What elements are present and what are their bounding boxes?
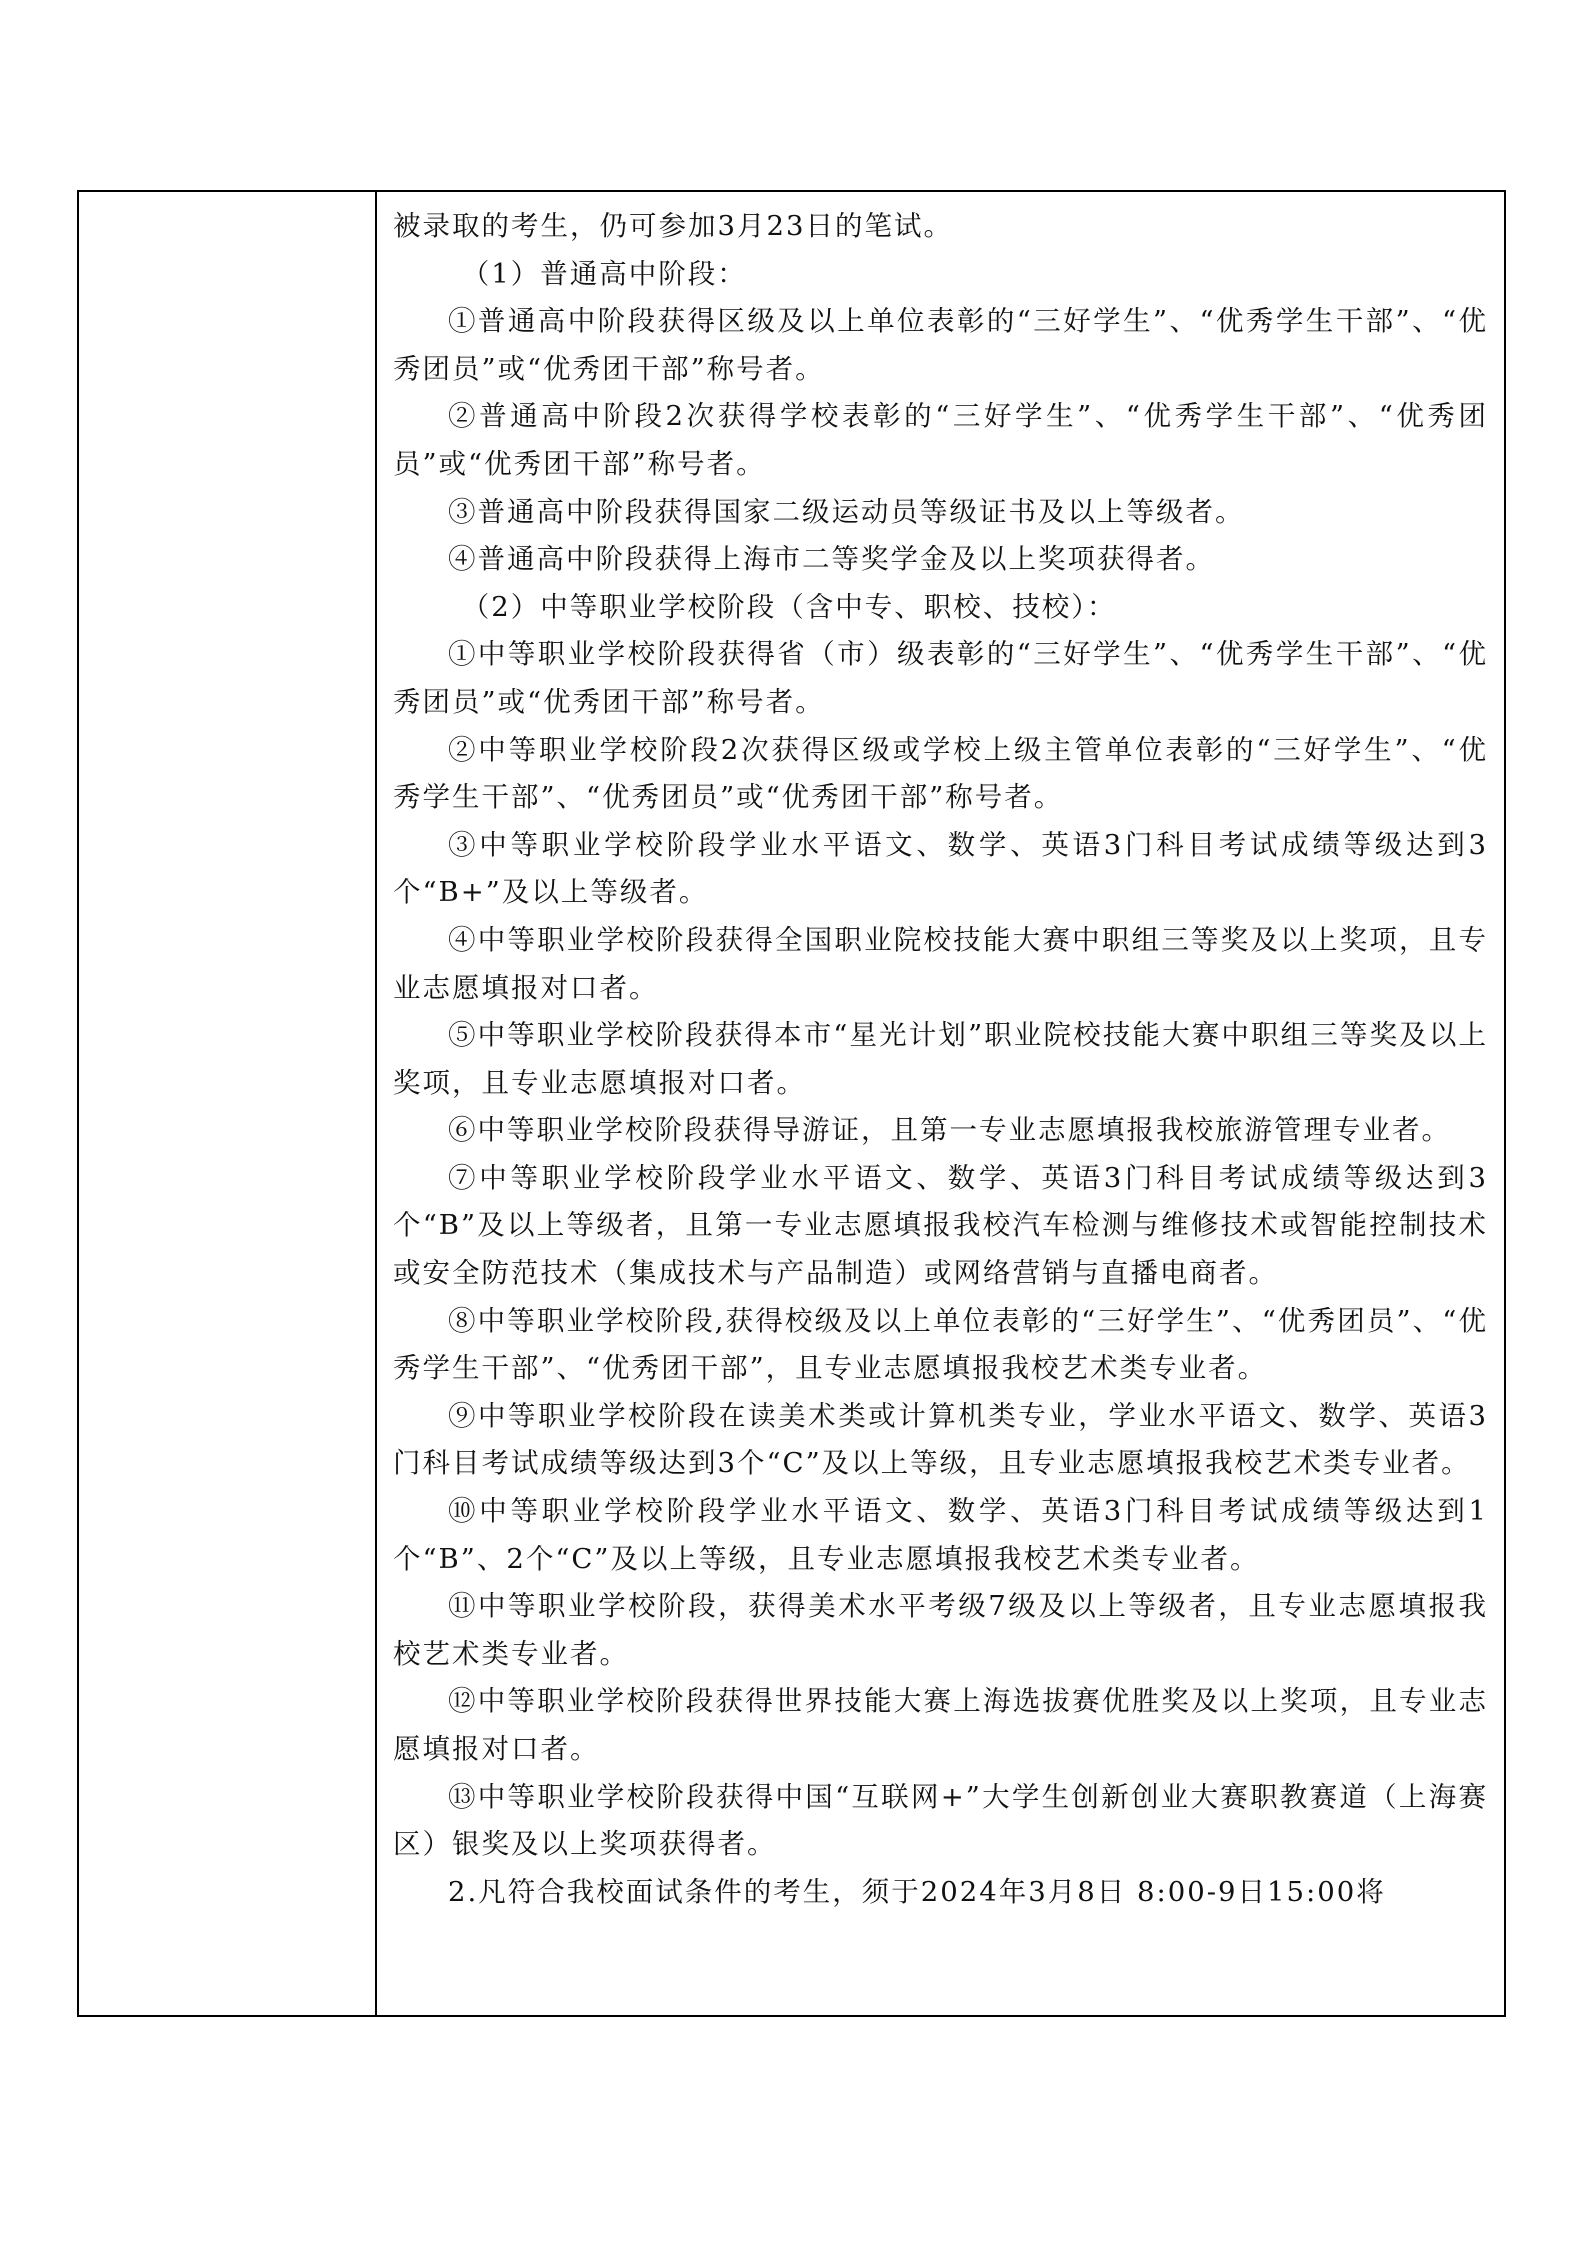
section-heading: （1）普通高中阶段： [461,257,747,290]
paragraph: ⑫中等职业学校阶段获得世界技能大赛上海选拔赛优胜奖及以上奖项，且专业志愿填报对口者。 [393,1685,1488,1765]
paragraph: ⑪中等职业学校阶段，获得美术水平考级7级及以上等级者，且专业志愿填报我校艺术类专业者。 [393,1590,1488,1670]
paragraph: ⑬中等职业学校阶段获得中国“互联网+”大学生创新创业大赛职教赛道（上海赛区）银奖及以上奖项获得者。 [393,1780,1488,1861]
paragraph: ⑤中等职业学校阶段获得本市“星光计划”职业院校技能大赛中职组三等奖及以上奖项，且专业志愿填报对口者。 [393,1019,1488,1099]
paragraph: ③中等职业学校阶段学业水平语文、数学、英语3门科目考试成绩等级达到3个“B+”及以上等级者。 [393,828,1488,909]
paragraph: ②普通高中阶段2次获得学校表彰的“三好学生”、“优秀学生干部”、“优秀团员”或“优秀团干部”称号者。 [393,400,1488,480]
paragraph: ①普通高中阶段获得区级及以上单位表彰的“三好学生”、“优秀学生干部”、“优秀团员”或“优秀团干部”称号者。 [393,305,1488,385]
right-content-cell [379,192,1504,2015]
paragraph: ⑥中等职业学校阶段获得导游证，且第一专业志愿填报我校旅游管理专业者。 [448,1114,1451,1147]
paragraph: ⑦中等职业学校阶段学业水平语文、数学、英语3门科目考试成绩等级达到3个“B”及以上等级者，且第一专业志愿填报我校汽车检测与维修技术或智能控制技术或安全防范技术（集成技术与产品制造）或网络营销与直播电商者。 [393,1161,1488,1290]
paragraph: ⑩中等职业学校阶段学业水平语文、数学、英语3门科目考试成绩等级达到1个“B”、2个“C”及以上等级，且专业志愿填报我校艺术类专业者。 [393,1495,1488,1575]
paragraph: ④普通高中阶段获得上海市二等奖学金及以上奖项获得者。 [448,543,1215,576]
section-heading: （2）中等职业学校阶段（含中专、职校、技校）： [461,590,1117,623]
paragraph: 被录取的考生，仍可参加3月23日的笔试。 [393,210,953,242]
left-label-cell [79,192,377,2015]
paragraph: ③普通高中阶段获得国家二级运动员等级证书及以上等级者。 [448,495,1245,528]
paragraph: ①中等职业学校阶段获得省（市）级表彰的“三好学生”、“优秀学生干部”、“优秀团员”或“优秀团干部”称号者。 [393,638,1488,718]
paragraph: ⑧中等职业学校阶段,获得校级及以上单位表彰的“三好学生”、“优秀团员”、“优秀学生干部”、“优秀团干部”，且专业志愿填报我校艺术类专业者。 [393,1304,1488,1385]
content-table [77,190,1506,2017]
paragraph: ④中等职业学校阶段获得全国职业院校技能大赛中职组三等奖及以上奖项，且专业志愿填报对口者。 [393,923,1488,1004]
paragraph: ⑨中等职业学校阶段在读美术类或计算机类专业，学业水平语文、数学、英语3门科目考试成绩等级达到3个“C”及以上等级，且专业志愿填报我校艺术类专业者。 [393,1399,1488,1480]
paragraph: 2.凡符合我校面试条件的考生，须于2024年3月8日 8:00-9日15:00将 [448,1875,1386,1908]
paragraph: ②中等职业学校阶段2次获得区级或学校上级主管单位表彰的“三好学生”、“优秀学生干部”、“优秀团员”或“优秀团干部”称号者。 [393,733,1488,814]
